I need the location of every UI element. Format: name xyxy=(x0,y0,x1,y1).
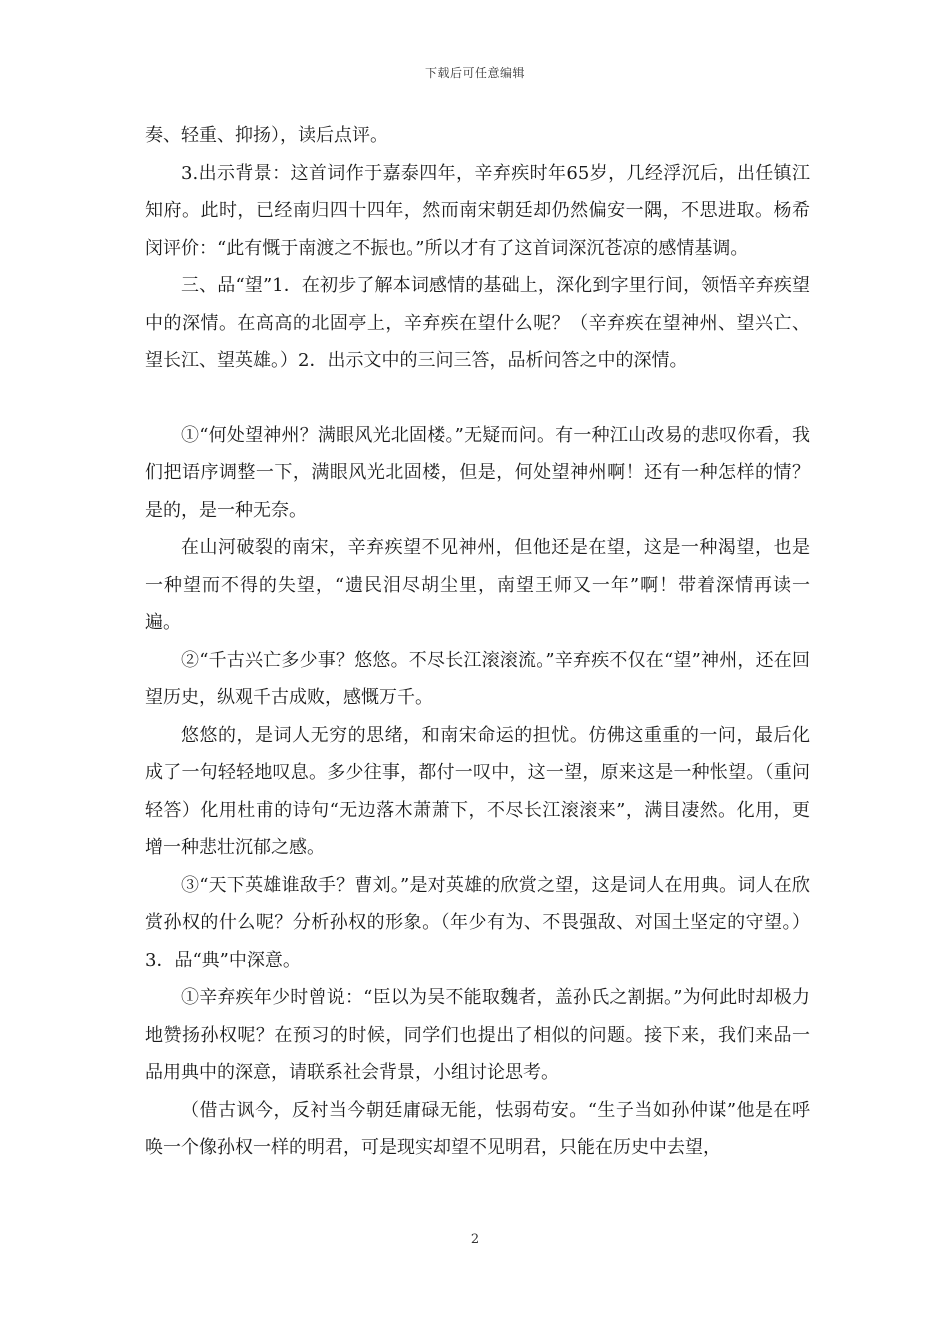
paragraph-3: 三、品“望”1．在初步了解本词感情的基础上，深化到字里行间，领悟辛弃疾望中的深情。在高高的北固亭上，辛弃疾在望什么呢？（辛弃疾在望神州、望兴亡、望长江、望英雄。）2．出示文中的三问三答，品析问答之中的深情。 xyxy=(145,275,810,371)
page-number: 2 xyxy=(470,1232,480,1247)
paragraph-1: 奏、轻重、抑扬），读后点评。 xyxy=(145,125,388,146)
document-body xyxy=(145,117,810,1167)
paragraph-gap xyxy=(145,380,810,417)
paragraph-9: ①辛弃疾年少时曾说：“臣以为吴不能取魏者，盖孙氏之割据。”为何此时却极力地赞扬孙权呢？在预习的时候，同学们也提出了相似的问题。接下来，我们来品一品用典中的深意，请联系社会背景，小组讨论思考。 xyxy=(145,987,810,1083)
paragraph-7: 悠悠的，是词人无穷的思绪，和南宋命运的担忧。仿佛这重重的一问，最后化成了一句轻轻地叹息。多少往事，都付一叹中，这一望，原来这是一种怅望。（重问轻答）化用杜甫的诗句“无边落木萧萧下，不尽长江滚滚来”，满目凄然。化用，更增一种悲壮沉郁之感。 xyxy=(145,724,810,858)
paragraph-5: 在山河破裂的南宋，辛弃疾望不见神州，但他还是在望，这是一种渴望，也是一种望而不得的失望，“遗民泪尽胡尘里，南望王师又一年”啊！带着深情再读一遍。 xyxy=(145,537,810,633)
paragraph-10: （借古讽今，反衬当今朝廷庸碌无能，怯弱苟安。“生子当如孙仲谋”他是在呼唤一个像孙权一样的明君，可是现实却望不见明君，只能在历史中去望， xyxy=(145,1099,810,1158)
paragraph-8: ③“天下英雄谁敌手？曹刘。”是对英雄的欣赏之望，这是词人在用典。词人在欣赏孙权的什么呢？分析孙权的形象。（年少有为、不畏强敌、对国土坚定的守望。）3．品“典”中深意。 xyxy=(145,874,810,971)
page-header: 下载后可任意编辑 xyxy=(424,66,525,80)
paragraph-4: ①“何处望神州？满眼风光北固楼。”无疑而问。有一种江山改易的悲叹你看，我们把语序调整一下，满眼风光北固楼，但是，何处望神州啊！还有一种怎样的情？是的，是一种无奈。 xyxy=(145,424,810,521)
paragraph-2: 3.出示背景：这首词作于嘉泰四年，辛弃疾时年65岁，几经浮沉后，出任镇江知府。此时，已经南归四十四年，然而南宋朝廷却仍然偏安一隅，不思进取。杨希闵评价：“此有慨于南渡之不振也。”所以才有了这首词深沉苍凉的感情基调。 xyxy=(145,162,810,259)
paragraph-6: ②“千古兴亡多少事？悠悠。不尽长江滚滚流。”辛弃疾不仅在“望”神州，还在回望历史，纵观千古成败，感慨万千。 xyxy=(145,649,810,708)
